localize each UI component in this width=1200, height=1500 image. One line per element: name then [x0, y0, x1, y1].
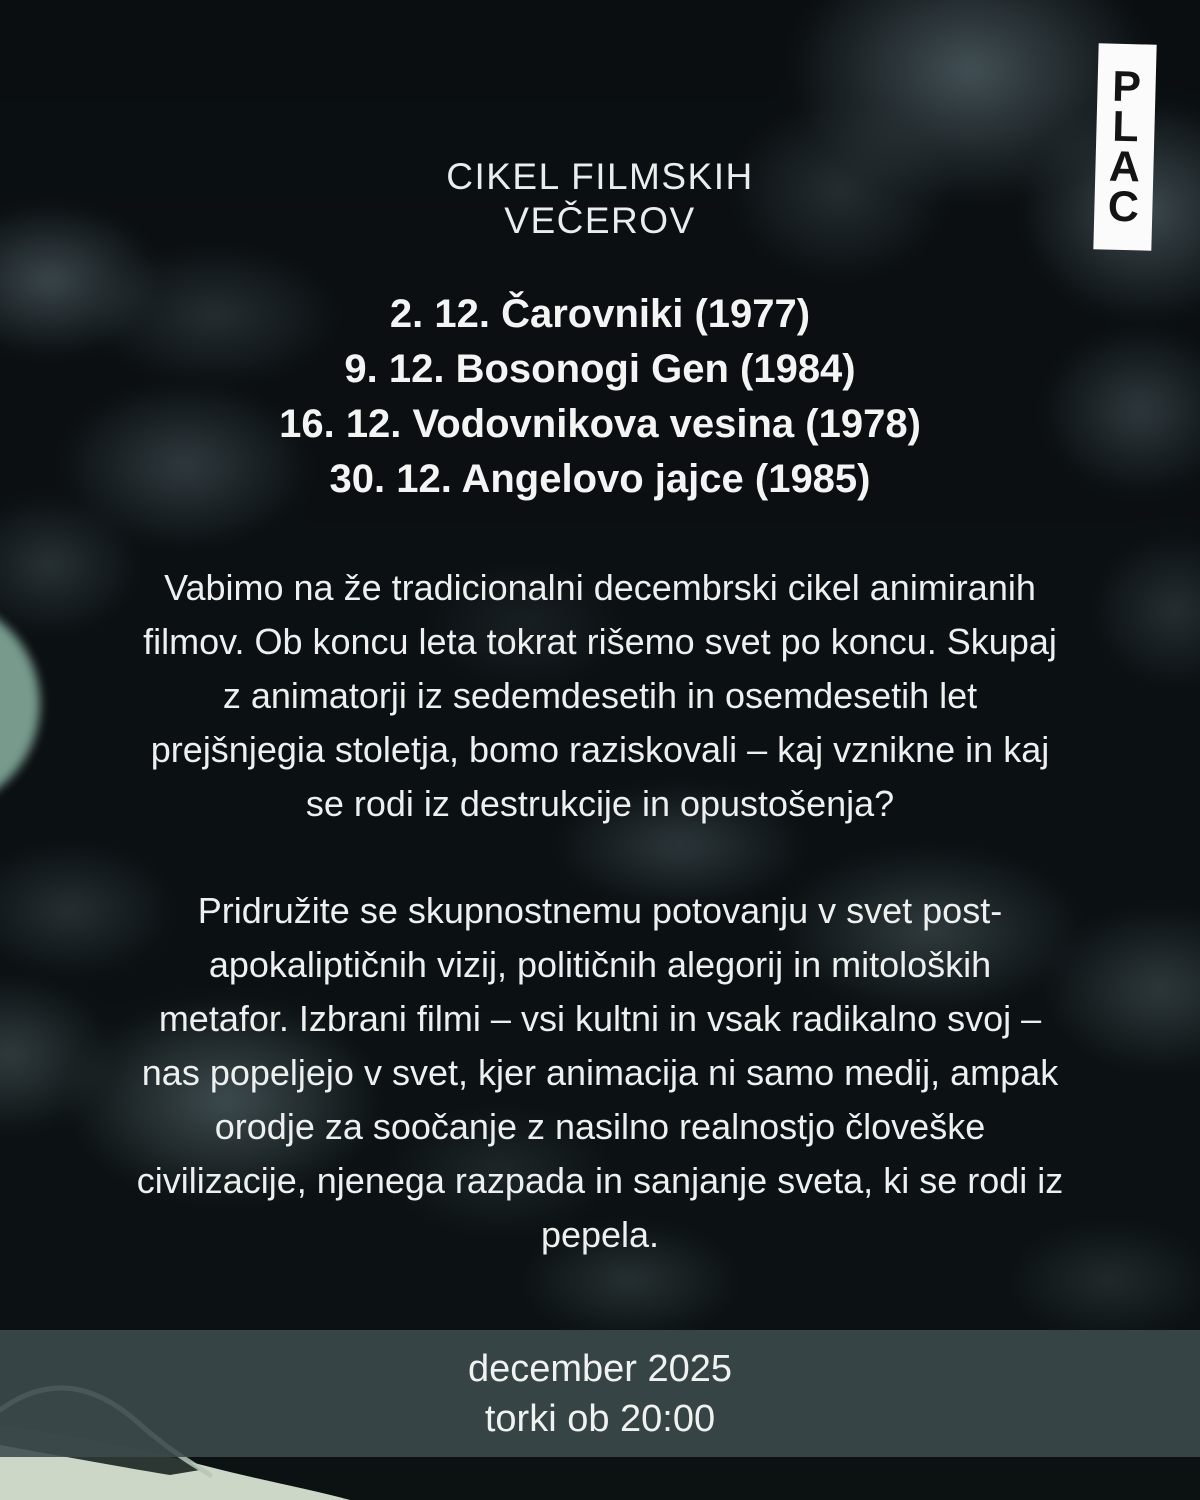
- screening-item: 2. 12. Čarovniki (1977): [389, 292, 811, 336]
- event-title-line1: CIKEL FILMSKIH: [446, 156, 754, 197]
- screenings-list: [0, 287, 1200, 507]
- plac-logo-letter: C: [1107, 182, 1140, 232]
- description-line: apokaliptičnih vizij, političnih alegorij in mitoloških: [208, 944, 992, 985]
- description-paragraph: [0, 884, 1200, 1262]
- description-line: orodje za soočanje z nasilno realnostjo človeške: [214, 1106, 986, 1147]
- plac-logo-letter: P: [1111, 62, 1142, 112]
- description-line: Pridružite se skupnostnemu potovanju v svet post-: [197, 890, 1003, 931]
- event-title: [0, 155, 1200, 243]
- footer-time: torki ob 20:00: [484, 1397, 716, 1440]
- plac-logo-letter: A: [1108, 142, 1141, 192]
- description-line: civilizacije, njenega razpada in sanjanje sveta, ki se rodi iz: [136, 1160, 1064, 1201]
- footer-bar: [0, 1330, 1200, 1457]
- screening-item: 30. 12. Angelovo jajce (1985): [329, 457, 871, 501]
- plac-logo-letter: L: [1111, 102, 1140, 152]
- screening-item: 9. 12. Bosonogi Gen (1984): [344, 347, 856, 391]
- intro-line: se rodi iz destrukcije in opustošenja?: [305, 783, 895, 824]
- intro-line: filmov. Ob koncu leta tokrat rišemo svet po koncu. Skupaj: [143, 621, 1057, 662]
- intro-paragraph: [0, 561, 1200, 831]
- screening-item: 16. 12. Vodovnikova vesina (1978): [279, 402, 921, 446]
- description-line: nas popeljejo v svet, kjer animacija ni samo medij, ampak: [141, 1052, 1059, 1093]
- footer-month: december 2025: [467, 1347, 733, 1390]
- intro-line: prejšnjegia stoletja, bomo raziskovali – kaj vznikne in kaj: [150, 729, 1050, 770]
- intro-line: Vabimo na že tradicionalni decembrski cikel animiranih: [164, 567, 1036, 608]
- intro-line: z animatorji iz sedemdesetih in osemdesetih let: [222, 675, 978, 716]
- description-line: metafor. Izbrani filmi – vsi kultni in vsak radikalno svoj –: [158, 998, 1042, 1039]
- description-line: pepela.: [540, 1214, 660, 1255]
- event-title-line2: VEČEROV: [504, 200, 696, 241]
